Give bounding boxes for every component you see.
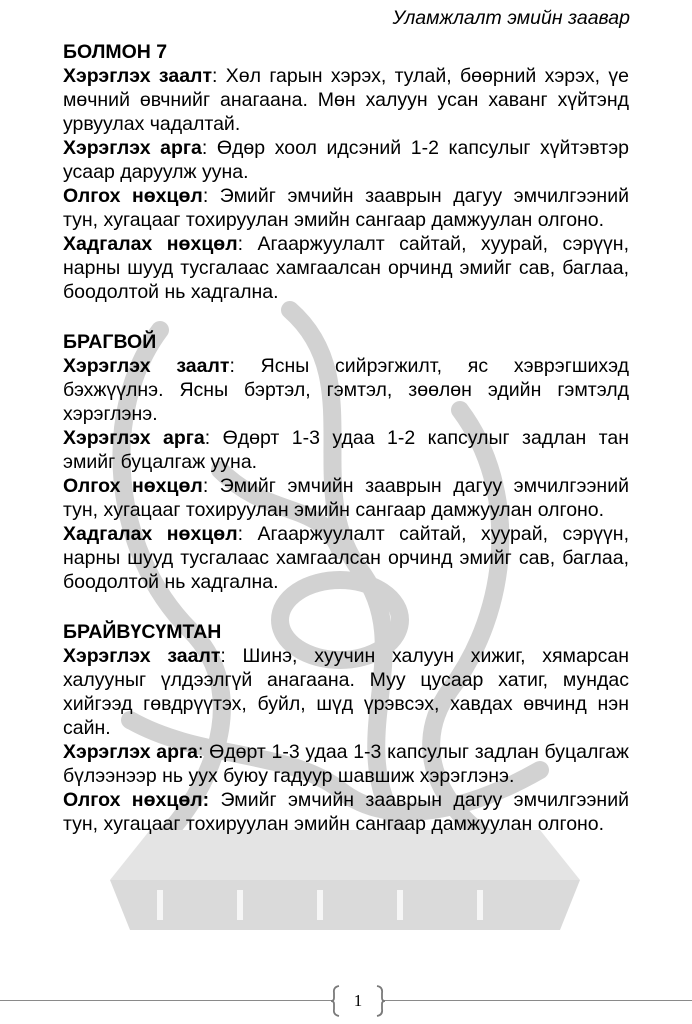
entry-separator: : — [201, 137, 208, 159]
entry-label: Хэрэглэх заалт — [63, 645, 221, 667]
entry-label: Хэрэглэх арга — [63, 427, 205, 449]
entry-label: Хадгалах нөхцөл — [63, 523, 238, 545]
medicine-title: БОЛМОН 7 — [63, 41, 168, 63]
medicine-section — [63, 40, 629, 304]
entry-text: Шинэ, хуучин халуун хижиг, хямарсан халууныг үлдээлгүй анагаана. Муу цусаар хатиг, мундас хийгээд гөвдрүүтэх, буйл, шүд үрэвсэх, хавдах өвчинд нэн сайн. — [63, 645, 629, 739]
dosage-entry — [63, 136, 629, 184]
medicine-section — [63, 330, 629, 594]
entry-label: Хэрэглэх заалт — [63, 355, 230, 377]
running-header: Уламжлалт эмийн заавар — [392, 7, 630, 29]
entry-label: Хэрэглэх арга — [63, 741, 198, 763]
entry-text: Хөл гарын хэрэх, тулай, бөөрний хэрэх, үе мөчний өвчнийг анагаана. Мөн халуун усан хаванг хүйтэнд урвуулах чадалтай. — [63, 65, 630, 135]
entry-separator: : — [237, 523, 244, 545]
entry-text: Агааржуулалт сайтай, хуурай, сэрүүн, нарны шууд тусгалаас хамгаалсан орчинд эмийг сав, баглаа, боодолтой нь хадгална. — [63, 233, 629, 303]
medicine-section — [63, 620, 629, 836]
page-number-frame — [331, 985, 385, 1017]
medicine-title: БРАЙВҮСҮМТАН — [63, 621, 222, 643]
entry-separator: : — [202, 475, 209, 497]
entry-text: Өдөрт 1-3 удаа 1-2 капсулыг задлан тан эмийг буцалгаж ууна. — [63, 427, 629, 473]
entry-label: Хэрэглэх заалт — [63, 65, 212, 87]
storage-entry — [63, 522, 629, 594]
dispensing-entry — [63, 184, 629, 232]
entry-separator: : — [229, 355, 235, 377]
entry-text: Агааржуулалт сайтай, хуурай, сэрүүн, нарны шууд тусгалаас хамгаалсан орчинд эмийг сав, баглаа, боодолтой нь хадгална. — [63, 523, 629, 593]
medicine-title: БРАГВОЙ — [63, 331, 157, 353]
entry-text: Эмийг эмчийн зааврын дагуу эмчилгээний тун, хугацааг тохируулан эмийн сангаар дамжуулан олгоно. — [63, 185, 629, 231]
footer-rule-left — [0, 1000, 332, 1001]
dosage-entry — [63, 426, 629, 474]
page-number: 1 — [353, 991, 363, 1010]
entry-label: Хадгалах нөхцөл — [63, 233, 238, 255]
entry-text: Өдөр хоол идсэний 1-2 капсулыг хүйтэвтэр усаар даруулж ууна. — [63, 137, 629, 183]
entry-text: Эмийг эмчийн зааврын дагуу эмчилгээний тун, хугацааг тохируулан эмийн сангаар дамжуулан олгоно. — [63, 475, 629, 521]
entry-label: Олгох нөхцөл — [63, 185, 203, 207]
entry-label: Олгох нөхцөл — [63, 475, 203, 497]
entry-text: Өдөрт 1-3 удаа 1-3 капсулыг задлан буцалгаж бүлээнээр нь уух буюу гадуур шавшиж хэрэглэнэ. — [63, 741, 629, 787]
dispensing-entry — [63, 788, 629, 836]
entry-separator: : — [197, 741, 204, 763]
indication-entry — [63, 64, 629, 136]
indication-entry — [63, 354, 629, 426]
entry-separator: : — [237, 233, 244, 255]
right-bracket-ornament — [375, 985, 385, 1017]
document-body — [63, 40, 629, 862]
left-bracket-ornament — [331, 985, 341, 1017]
entry-label: Олгох нөхцөл: — [63, 789, 210, 811]
entry-text: Эмийг эмчийн зааврын дагуу эмчилгээний тун, хугацааг тохируулан эмийн сангаар дамжуулан олгоно. — [63, 789, 629, 835]
storage-entry — [63, 232, 629, 304]
indication-entry — [63, 644, 629, 740]
dosage-entry — [63, 740, 629, 788]
footer-rule-right — [384, 1000, 692, 1001]
entry-label: Хэрэглэх арга — [63, 137, 202, 159]
entry-separator: : — [212, 65, 218, 87]
dispensing-entry — [63, 474, 629, 522]
entry-separator: : — [202, 185, 209, 207]
entry-separator: : — [204, 427, 211, 449]
entry-separator: : — [220, 645, 226, 667]
entry-text: Ясны сийрэгжилт, яс хэврэгшихэд бэхжүүлнэ. Ясны бэртэл, гэмтэл, зөөлөн эдийн гэмтэлд хэрэглэнэ. — [63, 355, 630, 425]
